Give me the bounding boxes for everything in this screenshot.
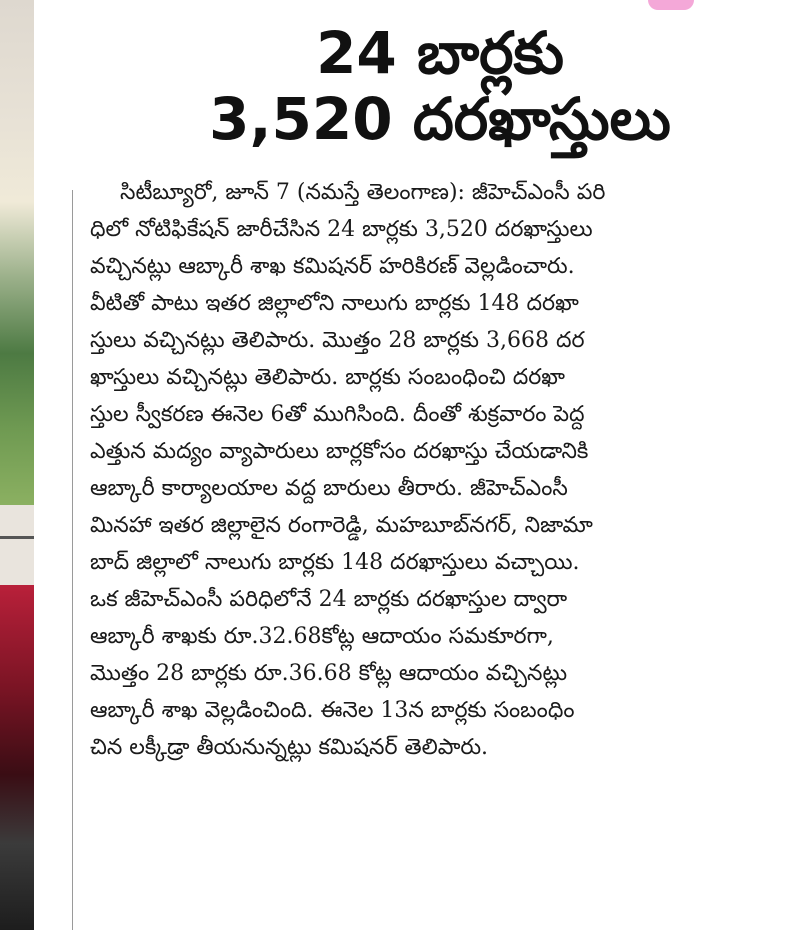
body-line: ధిలో నోటిఫికేషన్ జారీచేసిన 24 బార్లకు 3,520 దరఖాస్తులు <box>90 217 593 242</box>
body-line: ఆబ్కారీ కార్యాలయాల వద్ద బారులు తీరారు. జీహెచ్ఎంసీ <box>90 476 568 501</box>
body-line: ఆబ్కారీ శాఖకు రూ.32.68కోట్ల ఆదాయం సమకూరగా, <box>90 624 554 649</box>
body-line: మొత్తం 28 బార్లకు రూ.36.68 కోట్ల ఆదాయం వచ్చినట్లు <box>90 661 568 686</box>
body-line: సిటీబ్యూరో, జూన్ 7 (నమస్తే తెలంగాణ): జీహెచ్ఎంసీ పరి <box>120 180 606 205</box>
adjacent-column-strip <box>0 0 34 930</box>
headline <box>90 20 790 152</box>
column-rule <box>72 190 73 930</box>
body-line: బాద్ జిల్లాలో నాలుగు బార్లకు 148 దరఖాస్తులు వచ్చాయి. <box>90 550 580 575</box>
adjacent-photo-top <box>0 0 34 505</box>
body-line: వీటితో పాటు ఇతర జిల్లాలోని నాలుగు బార్లకు 148 దరఖా <box>90 291 579 316</box>
article-body <box>90 174 790 766</box>
body-line: ఎత్తున మద్యం వ్యాపారులు బార్లకోసం దరఖాస్తు చేయడానికి <box>90 439 589 464</box>
news-article <box>90 20 790 766</box>
body-line: ఆబ్కారీ శాఖ వెల్లడించింది. ఈనెల 13న బార్లకు సంబంధిం <box>90 698 575 723</box>
adjacent-divider <box>0 536 34 539</box>
body-line: మినహా ఇతర జిల్లాలైన రంగారెడ్డి, మహబూబ్‌నగర్, నిజామా <box>90 513 593 538</box>
body-line: స్తుల స్వీకరణ ఈనెల 6తో ముగిసింది. దీంతో శుక్రవారం పెద్ద <box>90 402 585 427</box>
body-line: ఖాస్తులు వచ్చినట్లు తెలిపారు. బార్లకు సంబంధించి దరఖా <box>90 365 565 390</box>
body-line: వచ్చినట్లు ఆబ్కారీ శాఖ కమిషనర్ హరికిరణ్ వెల్లడించారు. <box>90 254 575 279</box>
adjacent-photo-bottom <box>0 585 34 930</box>
headline-line-2: 3,520 దరఖాస్తులు <box>209 85 671 153</box>
headline-line-1: 24 బార్లకు <box>316 19 564 87</box>
decorative-blob <box>648 0 694 10</box>
body-line: స్తులు వచ్చినట్లు తెలిపారు. మొత్తం 28 బార్లకు 3,668 దర <box>90 328 585 353</box>
body-line: చిన లక్కీడ్రా తీయనున్నట్లు కమిషనర్ తెలిపారు. <box>90 735 489 760</box>
body-line: ఒక జీహెచ్ఎంసీ పరిధిలోనే 24 బార్లకు దరఖాస్తుల ద్వారా <box>90 587 568 612</box>
